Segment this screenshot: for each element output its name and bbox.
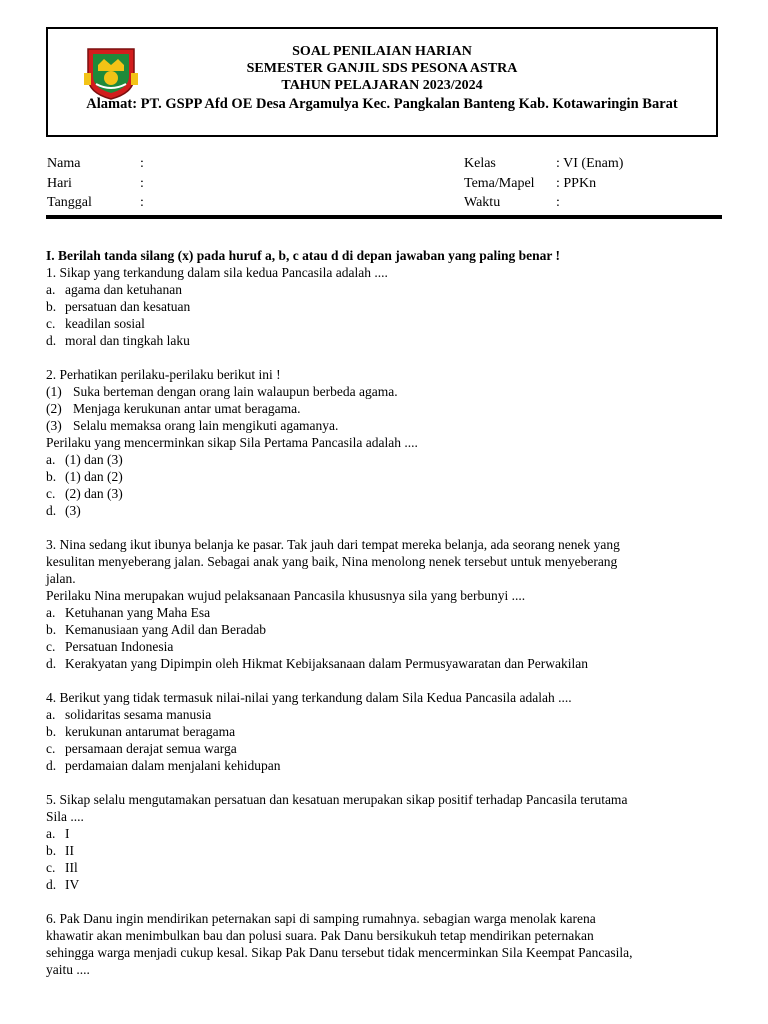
option-key: b. bbox=[46, 299, 57, 314]
option-key: b. bbox=[46, 469, 57, 484]
info-label: Hari bbox=[47, 175, 72, 191]
option bbox=[46, 655, 726, 672]
option bbox=[46, 723, 726, 740]
question-text: 3. Nina sedang ikut ibunya belanja ke pasar. Tak jauh dari tempat mereka belanja, ada seorang nenek yang bbox=[46, 537, 620, 552]
option bbox=[46, 740, 726, 757]
option bbox=[46, 842, 726, 859]
option-text: IIl bbox=[65, 860, 78, 875]
info-row-mapel bbox=[464, 174, 623, 194]
option-text: Ketuhanan yang Maha Esa bbox=[65, 605, 211, 620]
option bbox=[46, 621, 726, 638]
option-text: agama dan ketuhanan bbox=[65, 282, 182, 297]
option-text: (1) dan (2) bbox=[65, 469, 123, 484]
option-key: b. bbox=[46, 843, 57, 858]
question-text: 6. Pak Danu ingin mendirikan peternakan sapi di samping rumahnya. sebagian warga menolak karena bbox=[46, 911, 596, 926]
info-label: Kelas bbox=[464, 156, 496, 171]
option bbox=[46, 638, 726, 655]
option-key: d. bbox=[46, 656, 57, 671]
option-text: Kerakyatan yang Dipimpin oleh Hikmat Kebijaksanaan dalam Permusyawaratan dan Perwakilan bbox=[65, 656, 588, 671]
question-text: jalan. bbox=[46, 571, 76, 586]
question-text: 5. Sikap selalu mengutamakan persatuan dan kesatuan merupakan sikap positif terhadap Pancasila terutama bbox=[46, 792, 628, 807]
question-prompt: Perilaku Nina merupakan wujud pelaksanaan Pancasila khususnya sila yang berbunyi .... bbox=[46, 588, 526, 603]
option-key: a. bbox=[46, 605, 56, 620]
info-label: Tema/Mapel bbox=[464, 175, 535, 191]
option-text: I bbox=[65, 826, 70, 841]
question-text: 4. Berikut yang tidak termasuk nilai-nilai yang terkandung dalam Sila Kedua Pancasila adalah .... bbox=[46, 690, 572, 705]
question-4 bbox=[46, 689, 726, 774]
option-key: c. bbox=[46, 860, 56, 875]
question-text: 1. Sikap yang terkandung dalam sila kedua Pancasila adalah .... bbox=[46, 265, 388, 280]
header-address: Alamat: PT. GSPP Afd OE Desa Argamulya Kec. Pangkalan Banteng Kab. Kotawaringin Barat bbox=[86, 96, 678, 112]
option-text: solidaritas sesama manusia bbox=[65, 707, 212, 722]
option-key: c. bbox=[46, 316, 56, 331]
question-5 bbox=[46, 791, 726, 893]
info-row-kelas bbox=[464, 154, 623, 174]
option bbox=[46, 281, 726, 298]
option-text: (3) bbox=[65, 503, 81, 518]
question-text: sehingga warga menjadi cukup kesal. Sikap Pak Danu tersebut tidak mencerminkan Sila Keempat Pancasila, bbox=[46, 945, 633, 960]
option-text: persamaan derajat semua warga bbox=[65, 741, 237, 756]
option-key: c. bbox=[46, 741, 56, 756]
option-text: persatuan dan kesatuan bbox=[65, 299, 191, 314]
info-value: : PPKn bbox=[556, 175, 597, 191]
option-key: a. bbox=[46, 826, 56, 841]
option-text: (2) dan (3) bbox=[65, 486, 123, 501]
option-text: perdamaian dalam menjalani kehidupan bbox=[65, 758, 281, 773]
statement-text: Menjaga kerukunan antar umat beragama. bbox=[73, 401, 301, 416]
option-key: a. bbox=[46, 452, 56, 467]
info-right bbox=[464, 154, 623, 213]
header-box bbox=[46, 27, 718, 137]
divider-rule bbox=[46, 215, 722, 219]
info-value: : VI (Enam) bbox=[556, 156, 624, 171]
question-text: khawatir akan menimbulkan bau dan polusi suara. Pak Danu bersikukuh tetap mendirikan peternakan bbox=[46, 928, 594, 943]
option bbox=[46, 604, 726, 621]
option-key: d. bbox=[46, 758, 57, 773]
question-text: yaitu .... bbox=[46, 962, 90, 977]
option bbox=[46, 825, 726, 842]
option-key: b. bbox=[46, 724, 57, 739]
option bbox=[46, 468, 726, 485]
option-key: a. bbox=[46, 707, 56, 722]
statement-item bbox=[46, 383, 726, 400]
option-key: d. bbox=[46, 503, 57, 518]
info-value: : bbox=[140, 175, 144, 191]
option-text: IV bbox=[65, 877, 80, 892]
option-text: II bbox=[65, 843, 74, 858]
option-key: b. bbox=[46, 622, 57, 637]
question-6 bbox=[46, 910, 726, 978]
option-text: keadilan sosial bbox=[65, 316, 145, 331]
question-prompt: Perilaku yang mencerminkan sikap Sila Pertama Pancasila adalah .... bbox=[46, 435, 418, 450]
option bbox=[46, 332, 726, 349]
option-text: kerukunan antarumat beragama bbox=[65, 724, 236, 739]
info-value: : bbox=[556, 195, 560, 210]
option-text: moral dan tingkah laku bbox=[65, 333, 190, 348]
statement-key: (3) bbox=[46, 418, 62, 433]
option bbox=[46, 485, 726, 502]
info-row-hari bbox=[47, 174, 144, 194]
statement-key: (1) bbox=[46, 384, 62, 399]
question-text: 2. Perhatikan perilaku-perilaku berikut ini ! bbox=[46, 367, 281, 382]
option bbox=[46, 859, 726, 876]
header-line-2: SEMESTER GANJIL SDS PESONA ASTRA bbox=[246, 61, 518, 76]
option bbox=[46, 876, 726, 893]
info-value: : bbox=[140, 195, 144, 210]
option bbox=[46, 502, 726, 519]
statement-item bbox=[46, 400, 726, 417]
option-key: d. bbox=[46, 877, 57, 892]
statement-item bbox=[46, 417, 726, 434]
option bbox=[46, 315, 726, 332]
info-row-waktu bbox=[464, 193, 623, 213]
info-label: Nama bbox=[47, 156, 81, 171]
info-left bbox=[47, 154, 144, 213]
statement-text: Selalu memaksa orang lain mengikuti agamanya. bbox=[73, 418, 339, 433]
option bbox=[46, 706, 726, 723]
info-label: Tanggal bbox=[47, 195, 92, 210]
option-key: c. bbox=[46, 639, 56, 654]
section-instruction: I. Berilah tanda silang (x) pada huruf a, b, c atau d di depan jawaban yang paling benar ! bbox=[46, 248, 560, 263]
option-key: a. bbox=[46, 282, 56, 297]
info-row-nama bbox=[47, 154, 144, 174]
header-title-block bbox=[48, 43, 716, 113]
info-label: Waktu bbox=[464, 195, 501, 210]
question-text: Sila .... bbox=[46, 809, 84, 824]
option bbox=[46, 451, 726, 468]
option-key: c. bbox=[46, 486, 56, 501]
question-2 bbox=[46, 366, 726, 519]
question-1 bbox=[46, 264, 726, 349]
statement-key: (2) bbox=[46, 401, 62, 416]
questions bbox=[46, 247, 726, 978]
option bbox=[46, 298, 726, 315]
question-3 bbox=[46, 536, 726, 672]
option-text: Persatuan Indonesia bbox=[65, 639, 174, 654]
header-line-1: SOAL PENILAIAN HARIAN bbox=[292, 44, 472, 59]
option-key: d. bbox=[46, 333, 57, 348]
info-value: : bbox=[140, 156, 144, 171]
question-text: kesulitan menyeberang jalan. Sebagai anak yang baik, Nina menolong nenek tersebut untuk menyeberang bbox=[46, 554, 618, 569]
option-text: (1) dan (3) bbox=[65, 452, 123, 467]
option-text: Kemanusiaan yang Adil dan Beradab bbox=[65, 622, 266, 637]
statement-text: Suka berteman dengan orang lain walaupun berbeda agama. bbox=[73, 384, 398, 399]
info-row-tanggal bbox=[47, 193, 144, 213]
option bbox=[46, 757, 726, 774]
header-line-3: TAHUN PELAJARAN 2023/2024 bbox=[281, 78, 483, 93]
